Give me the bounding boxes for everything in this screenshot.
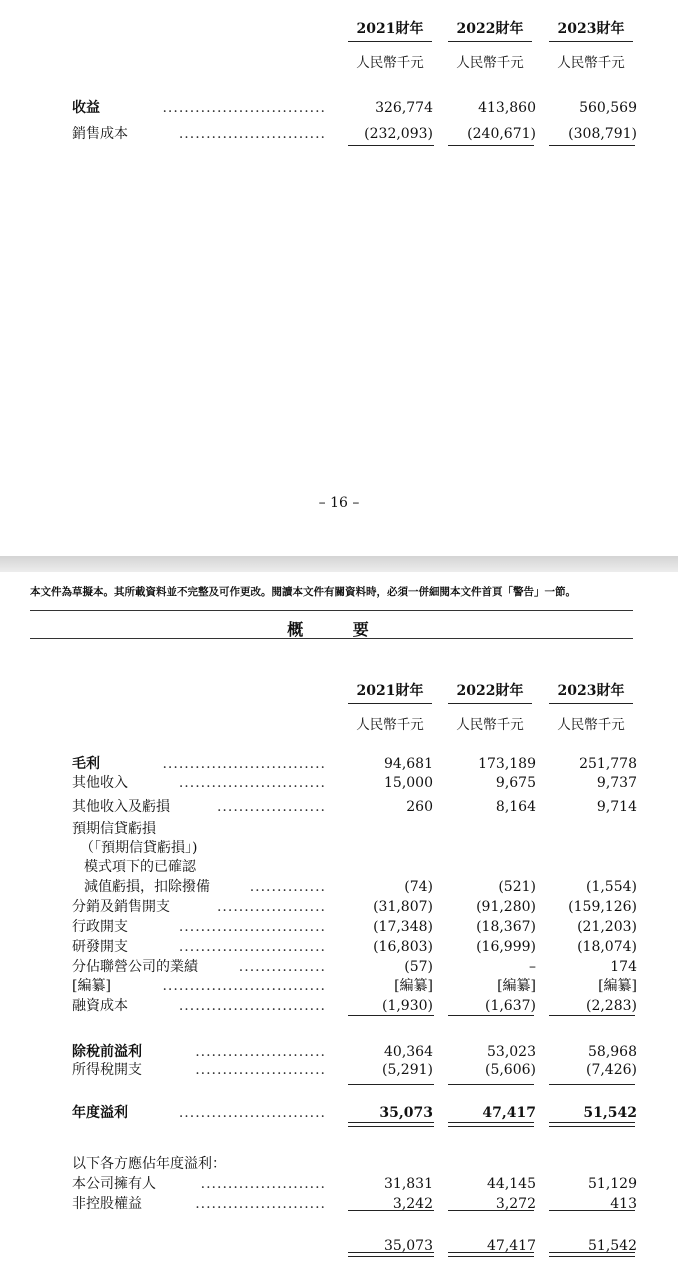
row-value-2022: 173,189 — [478, 756, 536, 772]
table-row — [0, 898, 678, 916]
row-leader-dots: ........................... — [178, 126, 326, 142]
table-row — [0, 938, 678, 956]
row-label: 毛利 — [72, 756, 100, 772]
subtotal-rule — [348, 1015, 434, 1016]
page-separator — [0, 556, 678, 572]
row-value-2023: (2,283) — [585, 998, 637, 1014]
column-unit: 人民幣千元 — [557, 55, 625, 71]
total-double-rule — [549, 1122, 635, 1127]
row-label: 研發開支 — [72, 939, 128, 955]
row-value-2021: [編纂] — [394, 978, 433, 994]
row-value-2023: (159,126) — [568, 899, 637, 915]
total-double-rule — [448, 1252, 534, 1257]
row-label: 年度溢利 — [72, 1105, 128, 1121]
row-value-2022: [編纂] — [497, 978, 536, 994]
page-number: – 16 – — [318, 495, 360, 511]
row-value-2023: 9,737 — [596, 775, 637, 791]
table-row — [0, 858, 678, 876]
row-value-2021: (31,807) — [373, 899, 433, 915]
row-value-2022: 47,417 — [482, 1105, 536, 1121]
row-label: 除稅前溢利 — [72, 1044, 142, 1060]
row-value-2022: 413,860 — [478, 100, 536, 116]
column-unit: 人民幣千元 — [456, 55, 524, 71]
row-value-2022: 9,675 — [495, 775, 536, 791]
row-value-2023: (18,074) — [577, 939, 637, 955]
row-leader-dots: ........................ — [195, 1044, 326, 1060]
row-label: 預期信貸虧損 — [72, 821, 156, 837]
row-value-2022: 3,272 — [495, 1196, 536, 1212]
page-summary — [0, 572, 678, 1276]
row-value-2021: (5,291) — [381, 1062, 433, 1078]
row-label: 其他收入 — [72, 775, 128, 791]
column-unit: 人民幣千元 — [356, 55, 424, 71]
row-value-2021: 40,364 — [384, 1044, 433, 1060]
row-value-2023: (1,554) — [585, 879, 637, 895]
row-leader-dots: ........................... — [178, 919, 326, 935]
table-row — [0, 1175, 678, 1193]
subtotal-rule — [549, 1015, 635, 1016]
row-label: 行政開支 — [72, 919, 128, 935]
table-row-revenue — [0, 99, 678, 117]
total-double-rule — [348, 1252, 434, 1257]
row-label: （「預期信貸虧損」) — [80, 840, 198, 856]
row-value-2023: 413 — [610, 1196, 637, 1212]
column-unit: 人民幣千元 — [557, 717, 625, 733]
table-row — [0, 1155, 678, 1173]
row-value-2021: 35,073 — [379, 1105, 433, 1121]
row-leader-dots: .............................. — [162, 978, 326, 994]
row-value-2021: (57) — [404, 959, 433, 975]
subtotal-rule — [348, 1084, 434, 1085]
total-double-rule — [549, 1252, 635, 1257]
table-row — [0, 958, 678, 976]
column-year: 2023財年 — [549, 18, 633, 42]
column-year: 2021財年 — [348, 18, 432, 42]
row-leader-dots: .................... — [216, 799, 326, 815]
row-leader-dots: ........................... — [178, 775, 326, 791]
row-value-2022: (91,280) — [476, 899, 536, 915]
row-value-2023: [編纂] — [598, 978, 637, 994]
row-value-2021: 31,831 — [384, 1176, 433, 1192]
row-value-2022: (18,367) — [476, 919, 536, 935]
column-header-2021 — [348, 680, 432, 733]
row-leader-dots: ........................... — [178, 998, 326, 1014]
column-year: 2021財年 — [348, 680, 432, 704]
row-label: 融資成本 — [72, 998, 128, 1014]
table-row — [0, 839, 678, 857]
row-leader-dots: ........................ — [195, 1196, 326, 1212]
table-row — [0, 755, 678, 773]
table-row — [0, 878, 678, 896]
row-value-2023: (21,203) — [577, 919, 637, 935]
row-value-2021: 35,073 — [384, 1238, 433, 1254]
table-row — [0, 820, 678, 838]
column-unit: 人民幣千元 — [356, 717, 424, 733]
subtotal-rule — [348, 145, 434, 146]
row-value-2023: 51,542 — [588, 1238, 637, 1254]
row-label: 其他收入及虧損 — [72, 799, 170, 815]
row-value-2022: 47,417 — [487, 1238, 536, 1254]
row-label: 分佔聯營公司的業績 — [72, 959, 198, 975]
row-label: 分銷及銷售開支 — [72, 899, 170, 915]
column-header-2023 — [549, 18, 633, 71]
subtotal-rule — [448, 1015, 534, 1016]
row-value-2021: 3,242 — [392, 1196, 433, 1212]
subtotal-rule — [348, 1210, 434, 1211]
row-leader-dots: .............................. — [162, 100, 326, 116]
subtotal-rule — [549, 145, 635, 146]
row-value-2021: (16,803) — [373, 939, 433, 955]
total-double-rule — [348, 1122, 434, 1127]
subtotal-rule — [448, 1210, 534, 1211]
table-row — [0, 774, 678, 792]
column-unit: 人民幣千元 — [456, 717, 524, 733]
row-label: 減值虧損，扣除撥備 — [84, 879, 210, 895]
row-leader-dots: ........................ — [195, 1062, 326, 1078]
table-row-cost-of-sales — [0, 125, 678, 143]
subtotal-rule — [448, 145, 534, 146]
row-value-2022: 44,145 — [487, 1176, 536, 1192]
row-label: 本公司擁有人 — [72, 1176, 156, 1192]
header-rule-top — [30, 610, 633, 611]
table-row — [0, 977, 678, 995]
page-16 — [0, 0, 678, 556]
row-value-2023: (7,426) — [585, 1062, 637, 1078]
row-label: 收益 — [72, 100, 100, 116]
subtotal-rule — [448, 1084, 534, 1085]
subtotal-rule — [549, 1084, 635, 1085]
table-row — [0, 918, 678, 936]
draft-notice: 本文件為草擬本。其所載資料並不完整及可作更改。閱讀本文件有關資料時，必須一併細閱本文件首頁「警告」一節。 — [30, 586, 576, 598]
table-row — [0, 798, 678, 816]
total-double-rule — [448, 1122, 534, 1127]
table-row — [0, 1043, 678, 1061]
row-leader-dots: ................ — [238, 959, 326, 975]
row-value-2021: 260 — [406, 799, 433, 815]
table-row — [0, 997, 678, 1015]
column-year: 2022財年 — [448, 680, 532, 704]
row-value-2021: (17,348) — [373, 919, 433, 935]
row-label: 模式項下的已確認 — [84, 859, 196, 875]
row-leader-dots: .............................. — [162, 756, 326, 772]
row-leader-dots: ........................... — [178, 939, 326, 955]
row-value-2023: 560,569 — [579, 100, 637, 116]
row-label: 所得稅開支 — [72, 1062, 142, 1078]
row-label: 銷售成本 — [72, 126, 128, 142]
row-leader-dots: ........................... — [178, 1105, 326, 1121]
column-header-2022 — [448, 680, 532, 733]
row-value-2023: 9,714 — [596, 799, 637, 815]
row-leader-dots: .................... — [216, 899, 326, 915]
row-value-2022: (1,637) — [484, 998, 536, 1014]
row-value-2023: (308,791) — [568, 126, 637, 142]
row-value-2021: 326,774 — [375, 100, 433, 116]
row-leader-dots: .............. — [249, 879, 326, 895]
column-header-2021 — [348, 18, 432, 71]
row-value-2023: 251,778 — [579, 756, 637, 772]
table-row — [0, 1104, 678, 1122]
row-value-2021: (74) — [404, 879, 433, 895]
row-label: [編纂] — [72, 978, 111, 994]
row-value-2021: (232,093) — [364, 126, 433, 142]
row-value-2022: – — [529, 959, 536, 975]
row-value-2021: 15,000 — [384, 775, 433, 791]
row-label: 非控股權益 — [72, 1196, 142, 1212]
row-value-2023: 174 — [610, 959, 637, 975]
table-row — [0, 1061, 678, 1079]
row-value-2022: (5,606) — [484, 1062, 536, 1078]
row-leader-dots: ....................... — [200, 1176, 326, 1192]
column-year: 2022財年 — [448, 18, 532, 42]
column-year: 2023財年 — [549, 680, 633, 704]
row-label: 以下各方應佔年度溢利： — [72, 1156, 226, 1172]
row-value-2022: 8,164 — [495, 799, 536, 815]
row-value-2022: (521) — [498, 879, 536, 895]
row-value-2022: (240,671) — [467, 126, 536, 142]
row-value-2023: 58,968 — [588, 1044, 637, 1060]
column-header-2022 — [448, 18, 532, 71]
header-rule-bottom — [30, 638, 633, 639]
page-title: 概 要 — [287, 620, 391, 639]
row-value-2021: (1,930) — [381, 998, 433, 1014]
column-header-2023 — [549, 680, 633, 733]
subtotal-rule — [549, 1210, 635, 1211]
row-value-2022: 53,023 — [487, 1044, 536, 1060]
row-value-2022: (16,999) — [476, 939, 536, 955]
row-value-2023: 51,542 — [583, 1105, 637, 1121]
row-value-2023: 51,129 — [588, 1176, 637, 1192]
row-value-2021: 94,681 — [384, 756, 433, 772]
